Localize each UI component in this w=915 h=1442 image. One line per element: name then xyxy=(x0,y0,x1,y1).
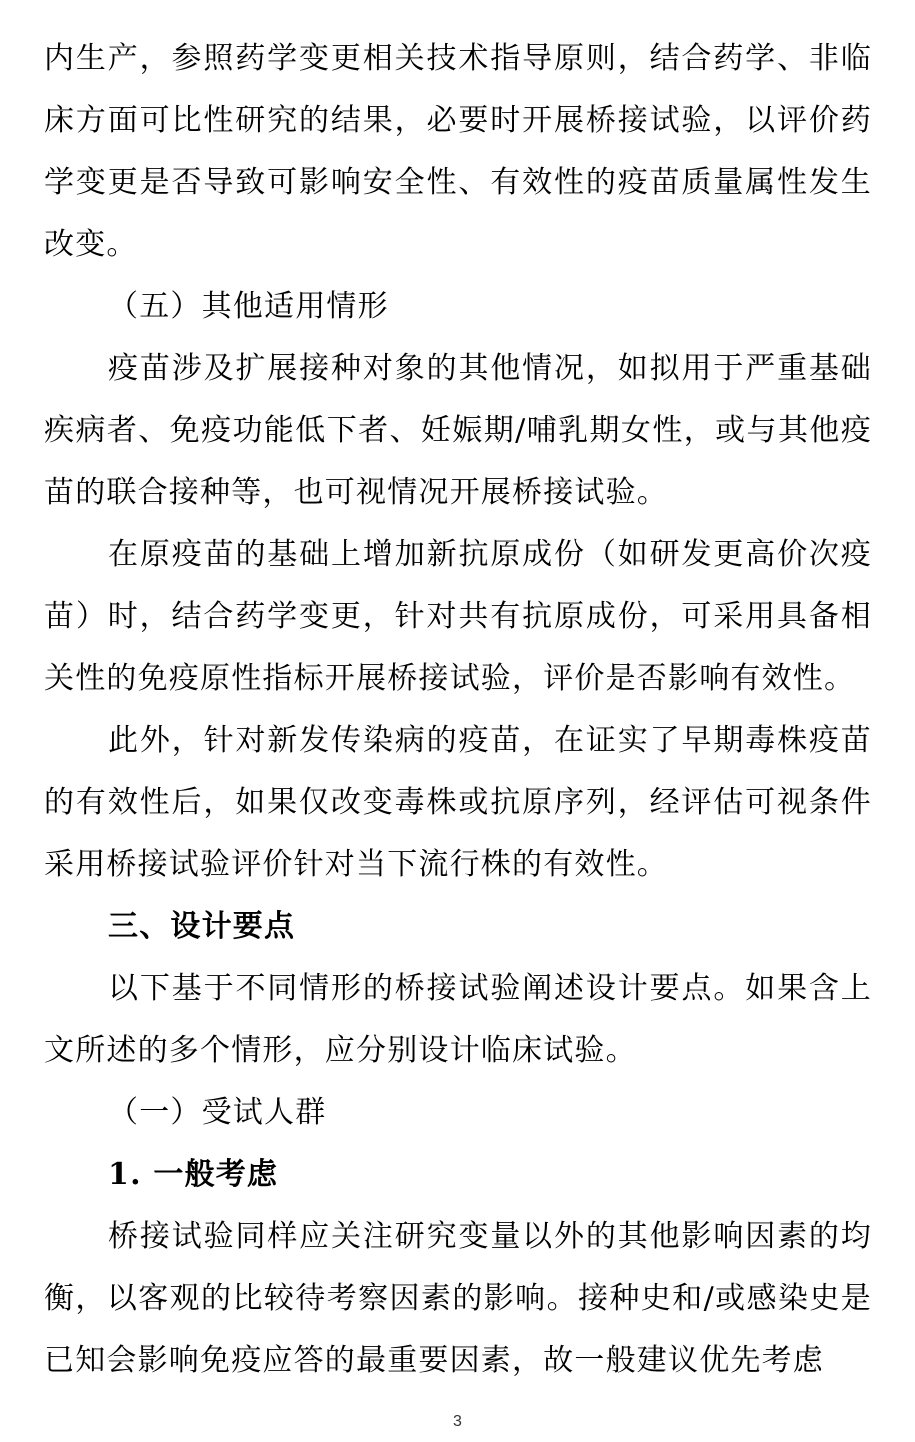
body-paragraph: 在原疫苗的基础上增加新抗原成份（如研发更高价次疫苗）时，结合药学变更，针对共有抗原成份，可采用具备相关性的免疫原性指标开展桥接试验，评价是否影响有效性。 xyxy=(44,537,872,696)
body-paragraph: 此外，针对新发传染病的疫苗，在证实了早期毒株疫苗的有效性后，如果仅改变毒株或抗原序列，经评估可视条件采用桥接试验评价针对当下流行株的有效性。 xyxy=(44,723,872,882)
numbered-heading-general: 1. 一般考虑 xyxy=(108,1157,279,1192)
section-heading-design-points: 三、设计要点 xyxy=(108,909,296,944)
body-paragraph: 桥接试验同样应关注研究变量以外的其他影响因素的均衡，以客观的比较待考察因素的影响。接种史和/或感染史是已知会影响免疫应答的最重要因素，故一般建议优先考虑 xyxy=(44,1219,872,1378)
sub-heading-subjects: （一）受试人群 xyxy=(108,1095,327,1130)
page-number: 3 xyxy=(453,1413,462,1430)
body-paragraph: 以下基于不同情形的桥接试验阐述设计要点。如果含上文所述的多个情形，应分别设计临床试验。 xyxy=(44,971,872,1068)
body-paragraph: 疫苗涉及扩展接种对象的其他情况，如拟用于严重基础疾病者、免疫功能低下者、妊娠期/哺乳期女性，或与其他疫苗的联合接种等，也可视情况开展桥接试验。 xyxy=(44,351,872,510)
document-page xyxy=(44,28,872,1392)
sub-heading-other-cases: （五）其他适用情形 xyxy=(108,289,389,324)
body-paragraph-continuation: 内生产，参照药学变更相关技术指导原则，结合药学、非临床方面可比性研究的结果，必要时开展桥接试验，以评价药学变更是否导致可影响安全性、有效性的疫苗质量属性发生改变。 xyxy=(44,41,872,262)
